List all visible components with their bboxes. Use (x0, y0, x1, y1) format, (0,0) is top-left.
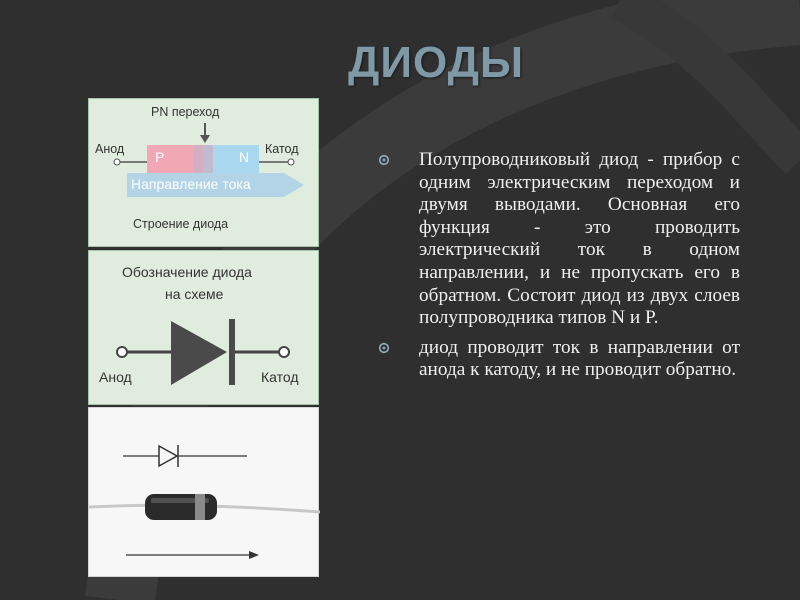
current-direction-label: Направление тока (131, 176, 251, 192)
symbol-anode-label: Анод (99, 369, 132, 385)
symbol-caption-line2: на схеме (165, 286, 224, 302)
n-region-label: N (239, 149, 250, 165)
bullet-item-2 (378, 337, 740, 382)
symbol-caption-line1: Обозначение диода (122, 264, 252, 280)
bullet-text-2: диод проводит ток в направлении от анода к катоду, и не проводит обратно. (419, 336, 740, 381)
pn-junction-label: PN переход (151, 105, 220, 119)
structure-caption: Строение диода (133, 217, 229, 231)
diode-symbol-figure (88, 250, 319, 405)
cathode-label: Катод (265, 142, 299, 156)
bullet-item-1 (378, 149, 740, 330)
anode-label: Анод (95, 142, 125, 156)
diode-structure-figure (88, 98, 319, 247)
bullet-list (378, 149, 740, 389)
bullet-ring-icon (378, 154, 390, 166)
bullet-ring-icon (378, 342, 390, 354)
p-region-label: P (155, 149, 165, 165)
bullet-text-1: Полупроводниковый диод - прибор с одним электрическим переходом и двумя выводами. Основная его функция - это проводить электрический ток в одном направлении, и не пропускать его в обратном. Состоит диод из двух слоев полупроводника типов N и P. (419, 149, 740, 329)
diode-photo (88, 407, 319, 577)
slide-title: ДИОДЫ (348, 38, 525, 87)
symbol-cathode-label: Катод (261, 369, 299, 385)
